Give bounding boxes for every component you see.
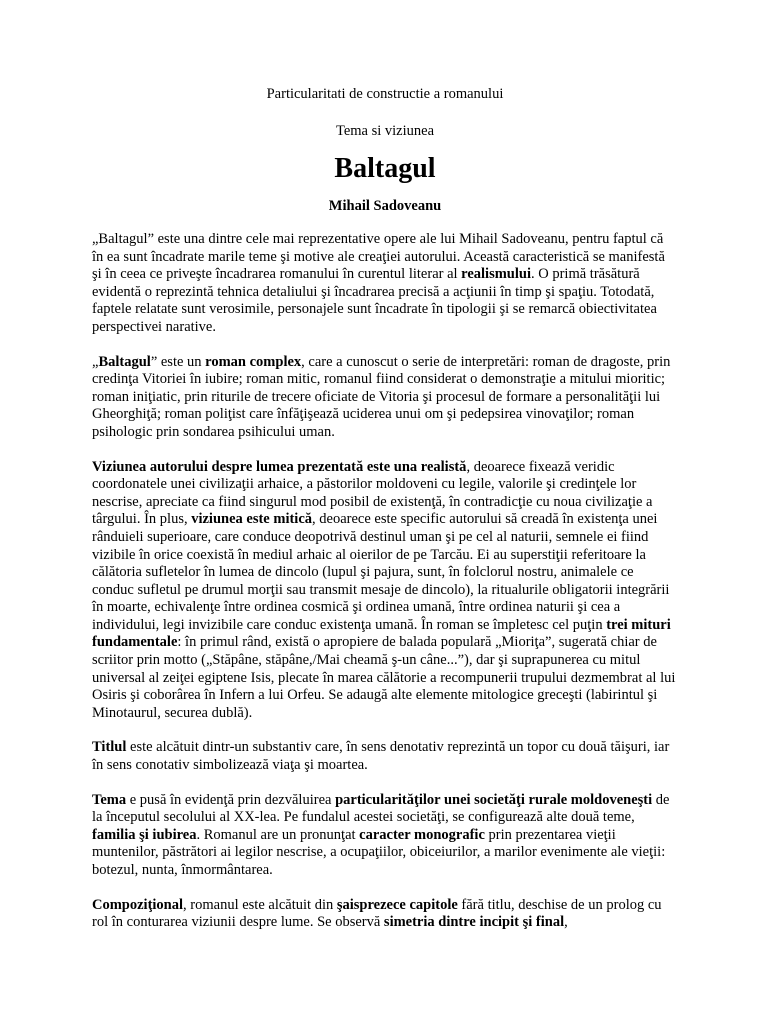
paragraph <box>92 792 678 880</box>
bold-text-segment: Titlul <box>92 739 127 756</box>
bold-text-segment: particularităţilor unei societăţi rurale moldoveneşti <box>335 791 653 808</box>
text-segment: este alcătuit dintr-un substantiv care, în sens denotativ reprezintă un topor cu două tăişuri, iar în sens conotativ simbolizează viaţa şi moartea. <box>92 739 670 774</box>
text-segment: , romanul este alcătuit din <box>183 896 337 913</box>
document-heading: Particularitati de constructie a romanului <box>266 86 504 102</box>
text-segment: „Baltagul” este una dintre cele mai reprezentative opere ale lui Mihail Sadoveanu, pentru faptul că în ea sunt încadrate marile teme şi motive ale creaţiei autorului. Această caracteristică se manifestă şi în ceea ce priveşte încadrarea romanului în curentul literar al <box>92 231 665 283</box>
text-segment: prin prezentarea vieţii muntenilor, păstrători ai legilor nescrise, a ocupaţiilor, obiceiurilor, a marilor evenimente ale vieţii: botezul, nunta, înmormântarea. <box>92 826 666 878</box>
paragraph <box>92 354 678 442</box>
text-segment: ” este un <box>150 353 206 370</box>
text-segment: de la începutul secolului al XX-lea. Pe fundalul acestei societăţi, se configurează alte două teme, <box>92 791 670 826</box>
paragraph <box>92 897 678 932</box>
bold-text-segment: familia şi iubirea <box>92 826 197 843</box>
bold-text-segment: Tema <box>92 791 127 808</box>
bold-text-segment: trei mituri fundamentale <box>92 616 671 651</box>
bold-text-segment: realismului <box>461 266 531 283</box>
text-segment: , deoarece este specific autorului să creadă în existenţa unei rânduieli superioare, care conduce deopotrivă destinul uman şi pe cel al naturii, semnele ei fiind vizibile în orice coexistă în mediul arhaic al oierilor de pe Tarcău. Ei au superstiţii referitoare la călătoria sufletelor în lumea de dincolo (lupul şi pajura, sunt, în folclorul nostru, animalele ce conduc sufletul pe drumul morţii sau transmit mesaje de dincolo), la ritualurile obligatorii integrării în moarte, echivalenţe între ordinea cosmică şi ordinea umană, între ordinea naturii şi cea a individului, legi invizibile care conduc existenţa umană. În roman se împletesc cel puţin <box>92 511 670 633</box>
text-segment: fără titlu, deschise de un prolog cu rol în conturarea viziunii despre lume. Se observă <box>92 896 662 931</box>
bold-text-segment: caracter monografic <box>359 826 485 843</box>
text-segment: : în primul rând, există o apropiere de balada populară „Mioriţa”, sugerată chiar de scriitor prin motto („Stăpâne, stăpâne,/Mai cheamă ş-un câne...”), dar şi suprapunerea cu mitul universal al zeiţei egiptene Isis, plecate în marea călătorie a recompunerii trupului dezmembrat al lui Osiris şi coborârea în Infern a lui Orfeu. Se adaugă alte elemente mitologice greceşti (labirintul şi Minotaurul, securea dublă). <box>92 634 676 721</box>
bold-text-segment: Viziunea autorului despre lumea prezentată este una realistă <box>92 458 467 475</box>
bold-text-segment: Compoziţional <box>92 896 184 913</box>
bold-text-segment: simetria dintre incipit şi final <box>383 914 565 931</box>
page-title: Baltagul <box>334 153 436 184</box>
text-segment: e pusă în evidenţă prin dezvăluirea <box>126 791 336 808</box>
text-segment: , care a cunoscut o serie de interpretări: roman de dragoste, prin credinţa Vitoriei în iubire; roman mitic, romanul fiind considerat o demonstraţie a mitului mioritic; roman iniţiatic, prin riturile de trecere oficiate de Vitoria şi procesul de formare a personalităţii lui Gheorghiţă; roman poliţist care înfăţişează uciderea unui om şi pedepsirea vinovaţilor; roman psihologic prin sondarea psihicului uman. <box>92 353 671 440</box>
bold-text-segment: Baltagul <box>98 353 151 370</box>
text-segment: „ <box>92 353 99 370</box>
paragraph <box>92 739 678 774</box>
text-segment: , <box>564 914 568 931</box>
bold-text-segment: roman complex <box>205 353 302 370</box>
document-subheading: Tema si viziunea <box>335 123 435 139</box>
bold-text-segment: şaisprezece capitole <box>336 896 458 913</box>
text-segment: . Romanul are un pronunţat <box>196 826 360 843</box>
author-name: Mihail Sadoveanu <box>328 198 442 214</box>
paragraph <box>92 459 678 723</box>
document-page <box>92 86 678 949</box>
bold-text-segment: viziunea este mitică <box>191 511 313 528</box>
paragraph <box>92 231 678 337</box>
text-segment: , deoarece fixează veridic coordonatele unei civilizaţii arhaice, a păstorilor moldoveni cu legile, valorile şi credinţele lor nescrise, apreciate ca fiind singurul mod posibil de existenţă, în contradicţie cu noua civilizaţie a târgului. În plus, <box>92 458 653 528</box>
text-segment: . O primă trăsătură evidentă o reprezintă tehnica detaliului şi încadrarea precisă a acţiunii în timp şi spaţiu. Totodată, faptele relatate sunt verosimile, personajele sunt încadrate în tipologii şi se remarcă obiectivitatea perspectivei narative. <box>92 266 657 335</box>
